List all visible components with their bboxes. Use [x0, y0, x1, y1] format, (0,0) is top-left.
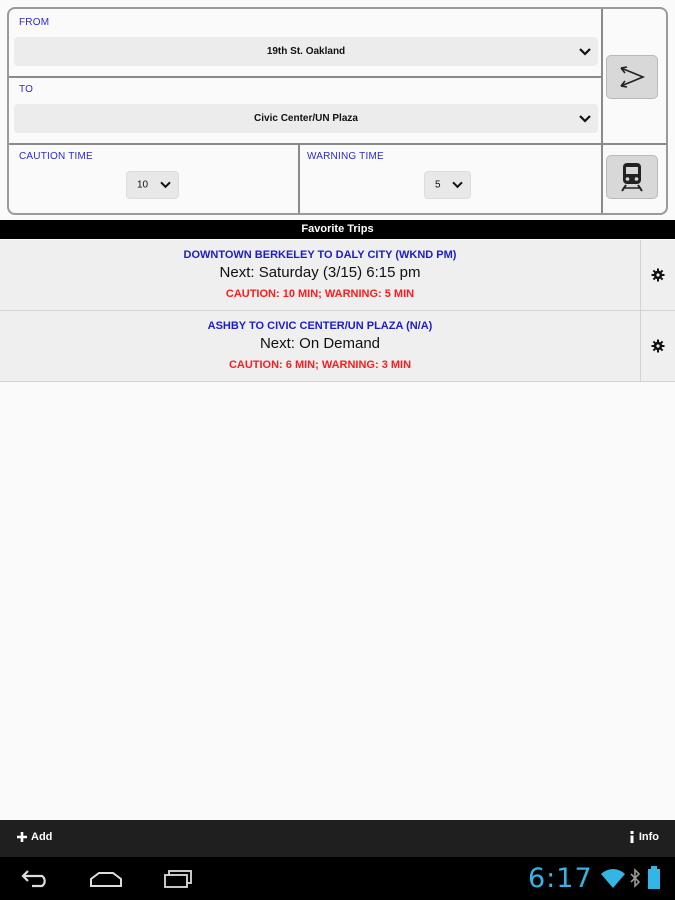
to-value: Civic Center/UN Plaza: [254, 113, 358, 124]
chevron-down-icon: [578, 114, 592, 124]
from-to-divider: [9, 76, 601, 78]
trip-info[interactable]: [0, 311, 640, 381]
warning-time-label: WARNING TIME: [307, 151, 384, 162]
trip-info[interactable]: [0, 240, 640, 310]
caution-time-label: CAUTION TIME: [19, 151, 93, 162]
back-button[interactable]: [6, 857, 66, 900]
swap-stations-button[interactable]: [606, 55, 658, 99]
trip-form-panel: [7, 7, 668, 215]
favorite-trip-row[interactable]: [0, 311, 675, 382]
gear-icon: [651, 268, 665, 282]
trip-alert-times: CAUTION: 10 MIN; WARNING: 5 MIN: [225, 288, 415, 300]
back-icon: [20, 870, 52, 888]
bluetooth-icon: [630, 868, 640, 888]
trip-alert-times: CAUTION: 6 MIN; WARNING: 3 MIN: [228, 359, 412, 371]
add-trip-button[interactable]: [16, 831, 52, 843]
caution-time-select[interactable]: [126, 171, 179, 199]
trip-title: ASHBY TO CIVIC CENTER/UN PLAZA (N/A): [207, 320, 433, 332]
plus-icon: [16, 831, 28, 843]
warning-time-value: 5: [435, 179, 441, 191]
info-icon: [629, 831, 635, 843]
recent-apps-button[interactable]: [148, 857, 208, 900]
train-icon: [618, 161, 646, 193]
home-button[interactable]: [76, 857, 136, 900]
from-value: 19th St. Oakland: [266, 46, 346, 57]
trip-settings-button[interactable]: [640, 240, 675, 310]
from-label: FROM: [19, 17, 50, 28]
trip-next-departure: Next: On Demand: [259, 335, 381, 352]
times-divider: [298, 143, 300, 215]
to-times-divider: [9, 143, 601, 145]
swap-route-icon: [617, 62, 647, 92]
to-label: TO: [19, 84, 34, 95]
trip-next-departure: Next: Saturday (3/15) 6:15 pm: [219, 264, 421, 281]
gear-icon: [651, 339, 665, 353]
warning-time-select[interactable]: [424, 171, 471, 199]
battery-icon: [647, 866, 661, 890]
system-clock: 6:17: [528, 863, 593, 894]
side-divider: [603, 143, 668, 145]
system-navigation-bar: [0, 857, 675, 900]
trip-title: DOWNTOWN BERKELEY TO DALY CITY (WKND PM): [183, 249, 457, 261]
chevron-down-icon: [159, 181, 172, 190]
favorite-trip-row[interactable]: [0, 240, 675, 311]
chevron-down-icon: [578, 47, 592, 57]
to-select[interactable]: [14, 104, 598, 133]
favorite-trips-header: Favorite Trips: [0, 220, 675, 239]
info-button[interactable]: [629, 831, 659, 843]
recent-apps-icon: [162, 870, 194, 888]
wifi-icon: [601, 869, 625, 889]
train-schedule-button[interactable]: [606, 155, 658, 199]
from-select[interactable]: [14, 37, 598, 66]
add-label: Add: [31, 831, 53, 843]
bottom-action-bar: [0, 820, 675, 857]
home-icon: [89, 871, 123, 887]
chevron-down-icon: [451, 181, 464, 190]
caution-time-value: 10: [137, 179, 149, 191]
panel-divider: [601, 9, 603, 213]
info-label: Info: [638, 831, 659, 843]
trip-settings-button[interactable]: [640, 311, 675, 381]
